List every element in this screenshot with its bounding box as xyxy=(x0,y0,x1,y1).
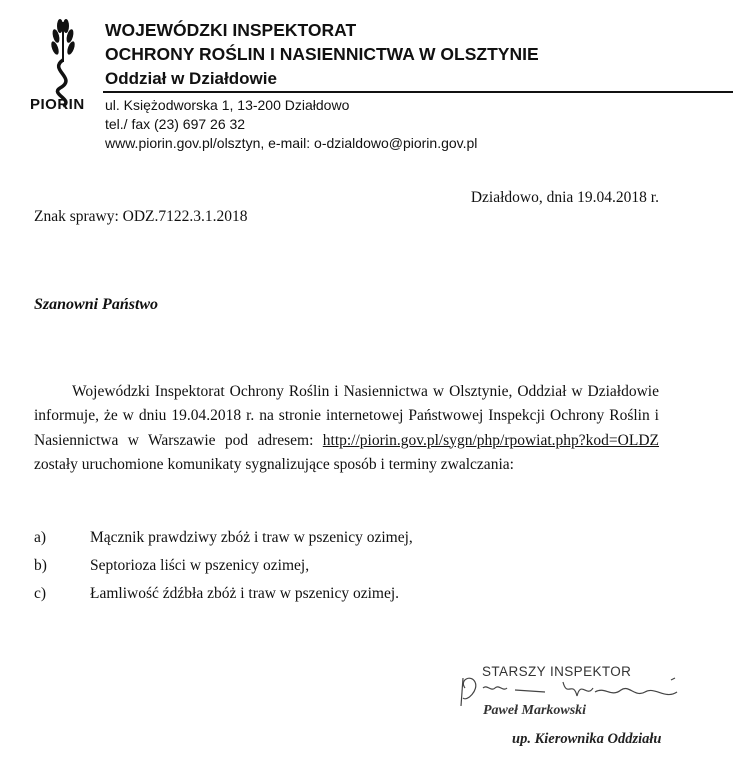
list-item-text: Mącznik prawdziwy zbóż i traw w pszenicy ozimej, xyxy=(90,529,413,546)
institution-name: WOJEWÓDZKI INSPEKTORAT xyxy=(105,20,357,40)
letter-date: Działdowo, dnia 19.04.2018 r. xyxy=(470,189,659,206)
list-item-text: Septorioza liści w pszenicy ozimej, xyxy=(90,557,310,574)
signatory-role: up. Kierownika Oddziału xyxy=(512,731,662,747)
header-divider xyxy=(103,91,733,93)
body-text-start: Wojewódzki Inspektorat Ochrony Roślin i Nasiennictwa w Olsztynie, Oddział w Działdowie informuje, że w dniu 19.04.2018 r. na stronie internetowej Państwowej Inspekcji Ochrony Roślin i Nasiennictwa w Warszawie pod adresem: xyxy=(34,383,659,449)
stamp-title: STARSZY INSPEKTOR xyxy=(482,664,632,679)
phone-line: tel./ fax (23) 697 26 32 xyxy=(105,116,246,132)
web-email-line: www.piorin.gov.pl/olsztyn, e-mail: o-dzialdowo@piorin.gov.pl xyxy=(105,135,478,151)
list-marker: a) xyxy=(34,529,47,546)
list-marker: c) xyxy=(34,585,47,602)
branch-name: Oddział w Działdowie xyxy=(105,69,277,88)
case-number: Znak sprawy: ODZ.7122.3.1.2018 xyxy=(34,208,248,225)
signatory-name: Paweł Markowski xyxy=(483,703,587,718)
list-marker: b) xyxy=(34,557,47,574)
logo-text: PIORIN xyxy=(30,96,85,113)
body-text-end: zostały uruchomione komunikaty sygnalizujące sposób i terminy zwalczania: xyxy=(34,455,514,473)
list-item-text: Łamliwość źdźbła zbóż i traw w pszenicy ozimej. xyxy=(90,585,400,602)
body-paragraph xyxy=(34,380,659,477)
greeting: Szanowni Państwo xyxy=(34,296,159,313)
institution-name-line2: OCHRONY ROŚLIN I NASIENNICTWA W OLSZTYNIE xyxy=(105,44,539,64)
piorin-link[interactable]: http://piorin.gov.pl/sygn/php/rpowiat.php?kod=OLDZ xyxy=(322,431,659,449)
address-line: ul. Księżodworska 1, 13-200 Działdowo xyxy=(105,97,350,113)
